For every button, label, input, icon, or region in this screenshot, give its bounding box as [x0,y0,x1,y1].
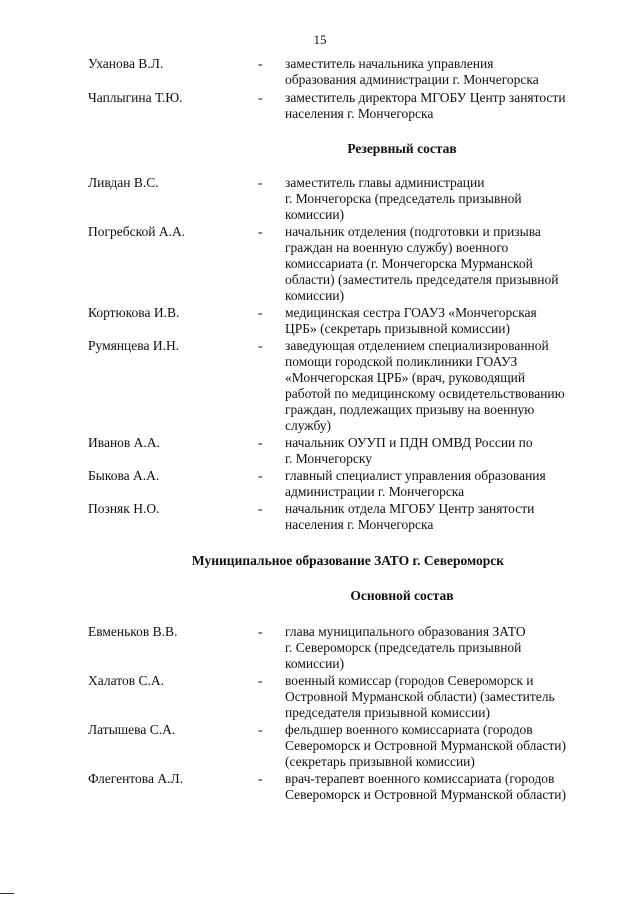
member-entry [88,175,608,223]
member-role: начальник ОУУП и ПДН ОМВД России по г. Мончегорску [285,435,533,466]
separator-dash: - [258,224,263,239]
member-role: медицинская сестра ГОАУЗ «Мончегорская ЦРБ» (секретарь призывной комиссии) [285,305,537,336]
member-role: военный комиссар (городов Североморск и Островной Мурманской области) (заместитель председателя призывной комиссии) [285,673,555,720]
member-role: начальник отдела МГОБУ Центр занятости населения г. Мончегорска [285,501,535,532]
separator-dash: - [258,673,263,688]
member-name: Погребской А.А. [88,224,186,239]
member-name: Быкова А.А. [88,468,160,483]
municipality-heading: Муниципальное образование ЗАТО г. Североморск [191,553,505,568]
member-entry [88,56,608,88]
member-name: Кортюкова И.В. [88,305,180,320]
member-entry [88,771,608,803]
member-list-first [88,56,608,122]
member-entry [88,624,608,672]
separator-dash: - [258,722,263,737]
member-name: Латышева С.А. [88,722,176,737]
member-role: главный специалист управления образования администрации г. Мончегорска [285,468,546,499]
member-name: Румянцева И.Н. [88,338,180,353]
member-role: заведующая отделением специализированной помощи городской поликлиники ГОАУЗ «Мончегорская ЦРБ» (врач, руководящий работой по медицинскому освидетельствованию граждан, подлежащих призыву на военную службу) [285,338,565,433]
separator-dash: - [258,624,263,639]
document-body [88,56,608,803]
member-name: Евменьков В.В. [88,624,178,639]
member-entry [88,435,608,467]
member-list-main [88,624,608,803]
reserve-heading: Резервный состав [347,141,457,156]
member-role: врач-терапевт военного комиссариата (городов Североморск и Островной Мурманской области) [285,771,566,802]
member-name: Флегентова А.Л. [88,771,183,786]
separator-dash: - [258,435,263,450]
member-name: Уханова В.Л. [88,56,164,71]
member-role: заместитель главы администрации г. Мончегорска (председатель призывной комиссии) [285,175,522,222]
main-composition-heading: Основной состав [350,588,454,603]
member-role: глава муниципального образования ЗАТО г. Североморск (председатель призывной комиссии) [285,624,526,671]
member-name: Чаплыгина Т.Ю. [88,90,183,105]
separator-dash: - [258,501,263,516]
separator-dash: - [258,771,263,786]
separator-dash: - [258,175,263,190]
separator-dash: - [258,468,263,483]
member-entry [88,501,608,533]
page-edge-mark [0,893,14,894]
member-entry [88,722,608,770]
member-entry [88,90,608,122]
separator-dash: - [258,90,263,105]
page-number: 15 [313,32,327,47]
member-role: начальник отделения (подготовки и призыва граждан на военную службу) военного комиссариата (г. Мончегорска Мурманской области) (заместитель председателя призывной комиссии) [285,224,559,303]
member-entry [88,224,608,304]
separator-dash: - [258,305,263,320]
member-name: Иванов А.А. [88,435,160,450]
member-entry [88,338,608,434]
member-role: фельдшер военного комиссариата (городов Североморск и Островной Мурманской области) (секретарь призывной комиссии) [285,722,566,769]
member-name: Ливдан В.С. [88,175,159,190]
separator-dash: - [258,56,263,71]
member-entry [88,305,608,337]
member-entry [88,673,608,721]
separator-dash: - [258,338,263,353]
member-name: Халатов С.А. [88,673,164,688]
member-role: заместитель директора МГОБУ Центр занятости населения г. Мончегорска [285,90,566,121]
member-role: заместитель начальника управления образования администрации г. Мончегорска [285,56,539,87]
member-name: Позняк Н.О. [88,501,160,516]
member-list-reserve [88,175,608,533]
member-entry [88,468,608,500]
